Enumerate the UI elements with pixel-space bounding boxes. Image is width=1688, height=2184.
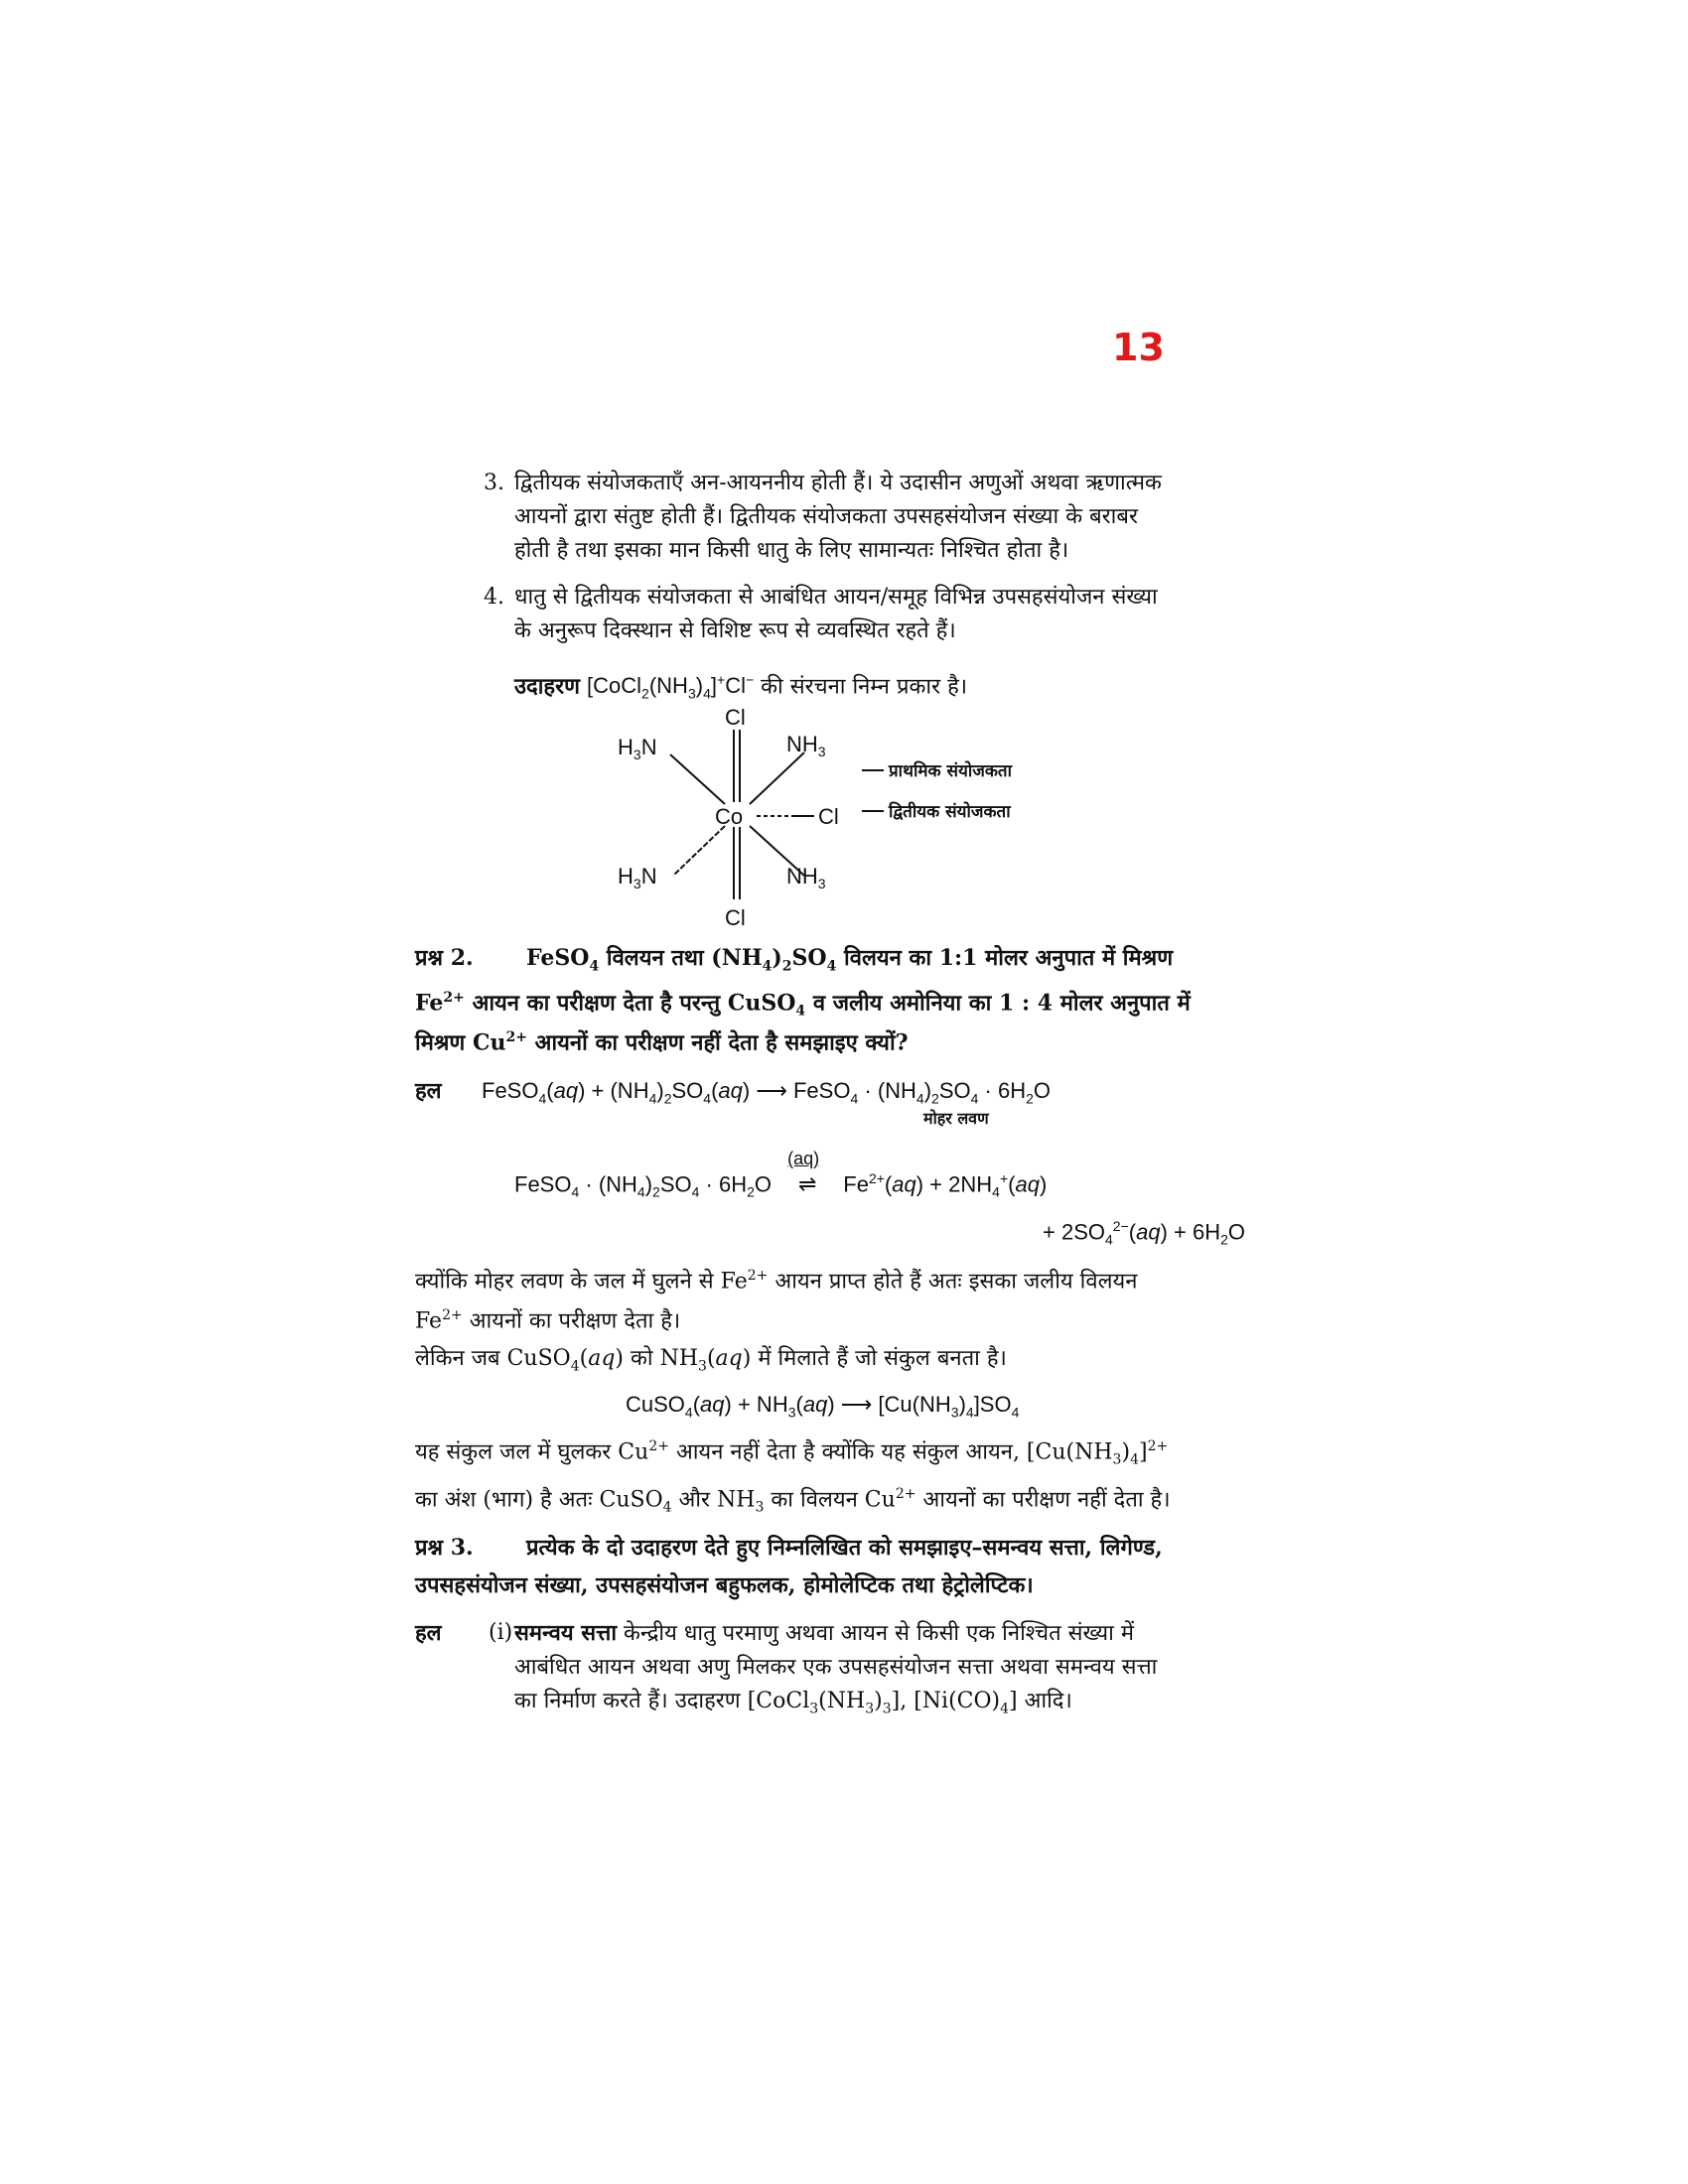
point-4-line-2: के अनुरूप दिक्स्थान से विशिष्ट रूप से व्यवस्थित रहते हैं। — [514, 618, 956, 643]
point-3-number: 3. — [484, 471, 504, 495]
legend-secondary-valency: द्वितीयक संयोजकता — [889, 802, 1011, 822]
solution-2-equation-3: CuSO$_4$(aq) + $NH_3(aq)$ ⟶ $[Cu(NH_3)_4]SO_4$ — [626, 1392, 1020, 1421]
solution-2-paragraph-3-line-2: का अंश (भाग) है अतः CuSO$_4$ और $NH_3$ का विलयन $Cu^{2+}$ आयनों का परीक्षण नहीं देता है। — [415, 1485, 1171, 1516]
question-3-line-2: उपसहसंयोजन संख्या, उपसहसंयोजन बहुफलक, होमोलेप्टिक तथा हेट्रोलेप्टिक। — [415, 1572, 1034, 1598]
solution-3-text — [514, 1616, 1289, 1725]
mohr-salt-note: मोहर लवण — [923, 1109, 989, 1128]
solution-3-label: हल — [415, 1620, 442, 1646]
solution-2-paragraph-1-line-1: क्योंकि मोहर लवण के जल में घुलने से $Fe^{2+}$ आयन प्राप्त होते हैं अतः इसका जलीय विलयन — [415, 1268, 1138, 1295]
point-3-line-1: द्वितीयक संयोजकताएँ अन-आयननीय होती हैं। ये उदासीन अणुओं अथवा ऋणात्मक — [514, 471, 1162, 495]
example-formula: $[CoCl_2(NH_3)_4]^+Cl^-$ — [587, 672, 755, 702]
point-3-line-3: होती है तथा इसका मान किसी धातु के लिए सामान्यतः निश्चित होता है। — [514, 538, 1069, 563]
solution-2-paragraph-2: लेकिन जब CuSO$_4$(aq) को $NH_3(aq)$ में मिलाते हैं जो संकुल बनता है। — [415, 1346, 1007, 1375]
solution-2-paragraph-3 — [415, 1430, 1269, 1524]
point-3-text — [514, 467, 1269, 568]
diagram-center-co: Co — [715, 804, 744, 829]
solution-2-paragraph-1-line-2: $Fe^{2+}$ आयनों का परीक्षण देता है। — [415, 1307, 681, 1334]
solution-3-item-number: (i) — [489, 1620, 513, 1645]
example-label: उदाहरण — [514, 673, 581, 700]
solution-2-paragraph-1 — [415, 1259, 1269, 1339]
equilibrium-arrow: (aq) ⇌ — [787, 1149, 820, 1197]
question-2-line-3: मिश्रण $Cu^{2+}$ आयनों का परीक्षण नहीं देता है समझाइए क्यों? — [415, 1029, 909, 1056]
solution-3-line-1: समन्वय सत्ता केन्द्रीय धातु परमाणु अथवा आयन से किसी एक निश्चित संख्या में — [514, 1620, 1134, 1646]
question-2-line-1: FeSO$_4$ विलयन तथा $(NH_4)_2SO_4$ विलयन का 1:1 मोलर अनुपात में मिश्रण — [526, 945, 1174, 975]
diagram-right-cl: Cl — [818, 804, 839, 829]
solution-3-line-2: आबंधित आयन अथवा अणु मिलकर एक उपसहसंयोजन सत्ता अथवा समन्वय सत्ता — [514, 1655, 1158, 1680]
point-4-number: 4. — [484, 585, 504, 610]
page-number: 13 — [1112, 326, 1165, 369]
diagram-upper-left-ligand: $H_3N$ — [618, 735, 657, 762]
solution-2-equation-2: FeSO$_4$ · $(NH_4)_2SO_4 \cdot 6H_2O$ (aq) ⇌ $Fe^{2+}(aq) + 2NH_4^+(aq)$ — [514, 1149, 1048, 1200]
solution-2-equation-1: FeSO$_4$(aq) + $(NH_4)_2SO_4(aq)$ ⟶ FeSO$_4$ · $(NH_4)_2SO_4 \cdot 6H_2O$ — [482, 1078, 1052, 1107]
coordination-entity-term: समन्वय सत्ता — [514, 1620, 618, 1646]
diagram-lower-right-ligand: $NH_3$ — [786, 864, 826, 891]
question-2-label: प्रश्न 2. — [415, 945, 474, 971]
example-line — [514, 663, 967, 711]
point-3-line-2: आयनों द्वारा संतुष्ट होती हैं। द्वितीयक संयोजकता उपसहसंयोजन संख्या के बराबर — [514, 504, 1138, 529]
diagram-bottom-cl: Cl — [725, 905, 746, 930]
question-2-line-2: $Fe^{2+}$ आयन का परीक्षण देता है परन्तु CuSO$_4$ व जलीय अमोनिया का 1 : 4 मोलर अनुपात में — [415, 990, 1191, 1020]
question-3-label: प्रश्न 3. — [415, 1535, 474, 1561]
solution-3-line-3: का निर्माण करते हैं। उदाहरण $[CoCl_3(NH_3)_3]$, $[Ni(CO)_4]$ आदि। — [514, 1689, 1072, 1717]
complex-structure-diagram — [596, 705, 1112, 933]
example-text: की संरचना निम्न प्रकार है। — [761, 674, 968, 700]
diagram-lower-left-ligand: $H_3N$ — [618, 864, 657, 891]
point-4-text — [514, 581, 1269, 648]
solution-2-equation-2-continued: + $2SO_4^{2-}(aq) + 6H_2O$ — [1043, 1218, 1246, 1248]
diagram-upper-right-ligand: $NH_3$ — [786, 732, 826, 759]
diagram-top-cl: Cl — [725, 705, 746, 730]
solution-2-paragraph-3-line-1: यह संकुल जल में घुलकर $Cu^{2+}$ आयन नहीं देता है क्योंकि यह संकुल आयन, $[Cu(NH_3)_4]^{2+}$ — [415, 1438, 1169, 1468]
solution-2-label: हल — [415, 1078, 442, 1104]
question-3-line-1: प्रत्येक के दो उदाहरण देते हुए निम्नलिखित को समझाइए–समन्वय सत्ता, लिगेण्ड, — [526, 1535, 1163, 1561]
legend-primary-valency: प्राथमिक संयोजकता — [889, 761, 1013, 781]
point-4-line-1: धातु से द्वितीयक संयोजकता से आबंधित आयन/समूह विभिन्न उपसहसंयोजन संख्या — [514, 585, 1158, 610]
